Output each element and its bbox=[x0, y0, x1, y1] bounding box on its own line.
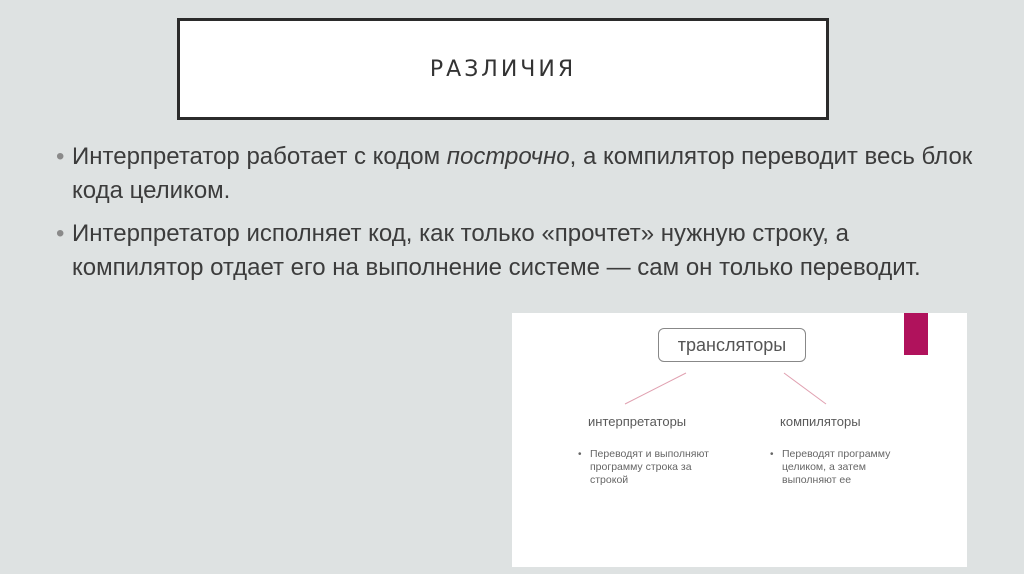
diagram-left-heading: интерпретаторы bbox=[588, 414, 687, 429]
diagram-left-list bbox=[578, 448, 720, 487]
bullet-dot-icon: • bbox=[770, 449, 774, 460]
bullet-text-end: , а компилятор переводит весь блок кода целиком. bbox=[72, 143, 973, 204]
bullet-dot-icon: • bbox=[56, 220, 65, 247]
diagram-right-heading: компиляторы bbox=[780, 414, 861, 429]
diagram-root-node: трансляторы bbox=[658, 328, 806, 362]
bullet-emphasis: построчно bbox=[446, 143, 570, 170]
diagram-right-item: Переводят программу целиком, а затем выполняют ее bbox=[782, 448, 891, 486]
slide-title: РАЗЛИЧИЯ bbox=[429, 56, 577, 82]
bullet-dot-icon: • bbox=[578, 449, 582, 460]
bullet-dot-icon: • bbox=[56, 143, 65, 170]
diagram-left-item: Переводят и выполняют программу строка за строкой bbox=[590, 448, 709, 486]
bullet-text: Интерпретатор исполняет код, как только «прочтет» нужную строку, а компилятор отдает его на выполнение системе — сам он только переводит. bbox=[72, 220, 921, 281]
bullet-text-start: Интерпретатор работает с кодом bbox=[72, 143, 447, 170]
diagram-right-list bbox=[770, 448, 912, 487]
connector-line-right bbox=[784, 373, 826, 404]
connector-line-left bbox=[625, 373, 686, 404]
